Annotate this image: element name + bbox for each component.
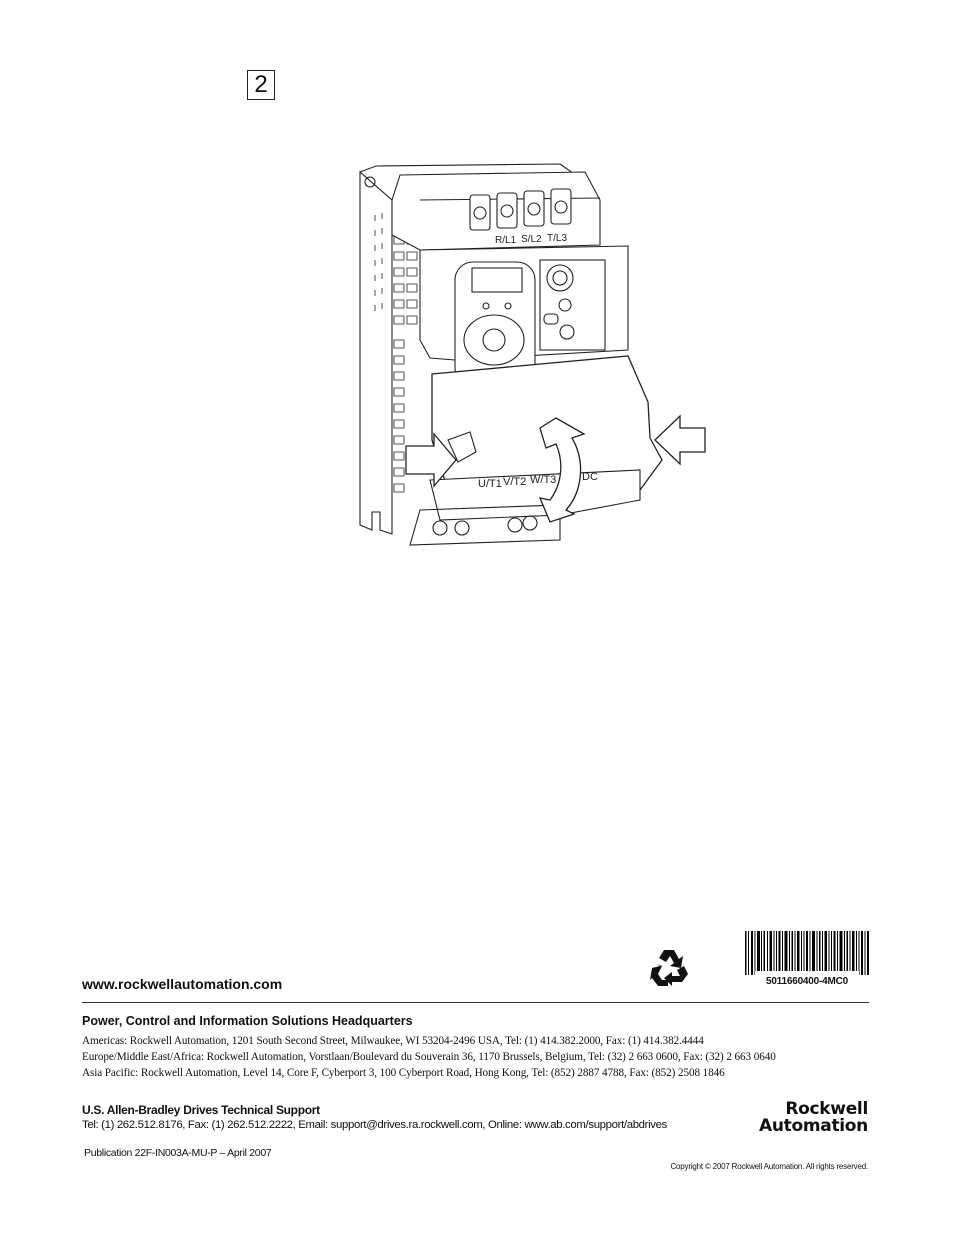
terminal-label: W/T3 bbox=[530, 474, 557, 486]
terminal-label: R/L1 bbox=[495, 235, 517, 246]
rockwell-automation-logo bbox=[759, 1101, 868, 1135]
website-link[interactable]: www.rockwellautomation.com bbox=[82, 976, 283, 992]
copyright: Copyright © 2007 Rockwell Automation. All rights reserved. bbox=[670, 1162, 868, 1171]
step-number-box: 2 bbox=[247, 70, 275, 100]
recycle-icon bbox=[648, 946, 690, 988]
logo-line-1: Rockwell bbox=[785, 1099, 868, 1119]
divider bbox=[82, 1002, 869, 1003]
support-contact: Tel: (1) 262.512.8176, Fax: (1) 262.512.2222, Email: support@drives.ra.rockwell.com, Online: www.ab.com/support/abdrives bbox=[82, 1119, 667, 1131]
terminal-label: V/T2 bbox=[503, 476, 527, 488]
terminal-label: T/L3 bbox=[547, 233, 568, 244]
terminal-label: U/T1 bbox=[478, 478, 502, 490]
address-emea: Europe/Middle East/Africa: Rockwell Automation, Vorstlaan/Boulevard du Souverain 36, 1170 Brussels, Belgium, Tel: (32) 2 663 0600, Fax: (32) 2 663 0640 bbox=[82, 1051, 776, 1063]
barcode bbox=[745, 931, 869, 975]
drive-cover-removal-figure bbox=[340, 150, 720, 550]
support-title: U.S. Allen-Bradley Drives Technical Support bbox=[82, 1103, 320, 1117]
publication-number: Publication 22F-IN003A-MU-P – April 2007 bbox=[84, 1147, 272, 1159]
barcode-number: 5011660400-4MC0 bbox=[765, 976, 849, 987]
hq-title: Power, Control and Information Solutions Headquarters bbox=[82, 1014, 413, 1028]
terminal-label: DC bbox=[582, 471, 598, 483]
push-arrow-right-icon bbox=[655, 416, 705, 464]
address-americas: Americas: Rockwell Automation, 1201 South Second Street, Milwaukee, WI 53204-2496 USA, Tel: (1) 414.382.2000, Fax: (1) 414.382.4444 bbox=[82, 1035, 704, 1047]
address-asia-pacific: Asia Pacific: Rockwell Automation, Level 14, Core F, Cyberport 3, 100 Cyberport Road, Hong Kong, Tel: (852) 2887 4788, Fax: (852) 2508 1846 bbox=[82, 1067, 725, 1079]
logo-line-2: Automation bbox=[759, 1116, 868, 1136]
terminal-label: S/L2 bbox=[521, 234, 542, 245]
